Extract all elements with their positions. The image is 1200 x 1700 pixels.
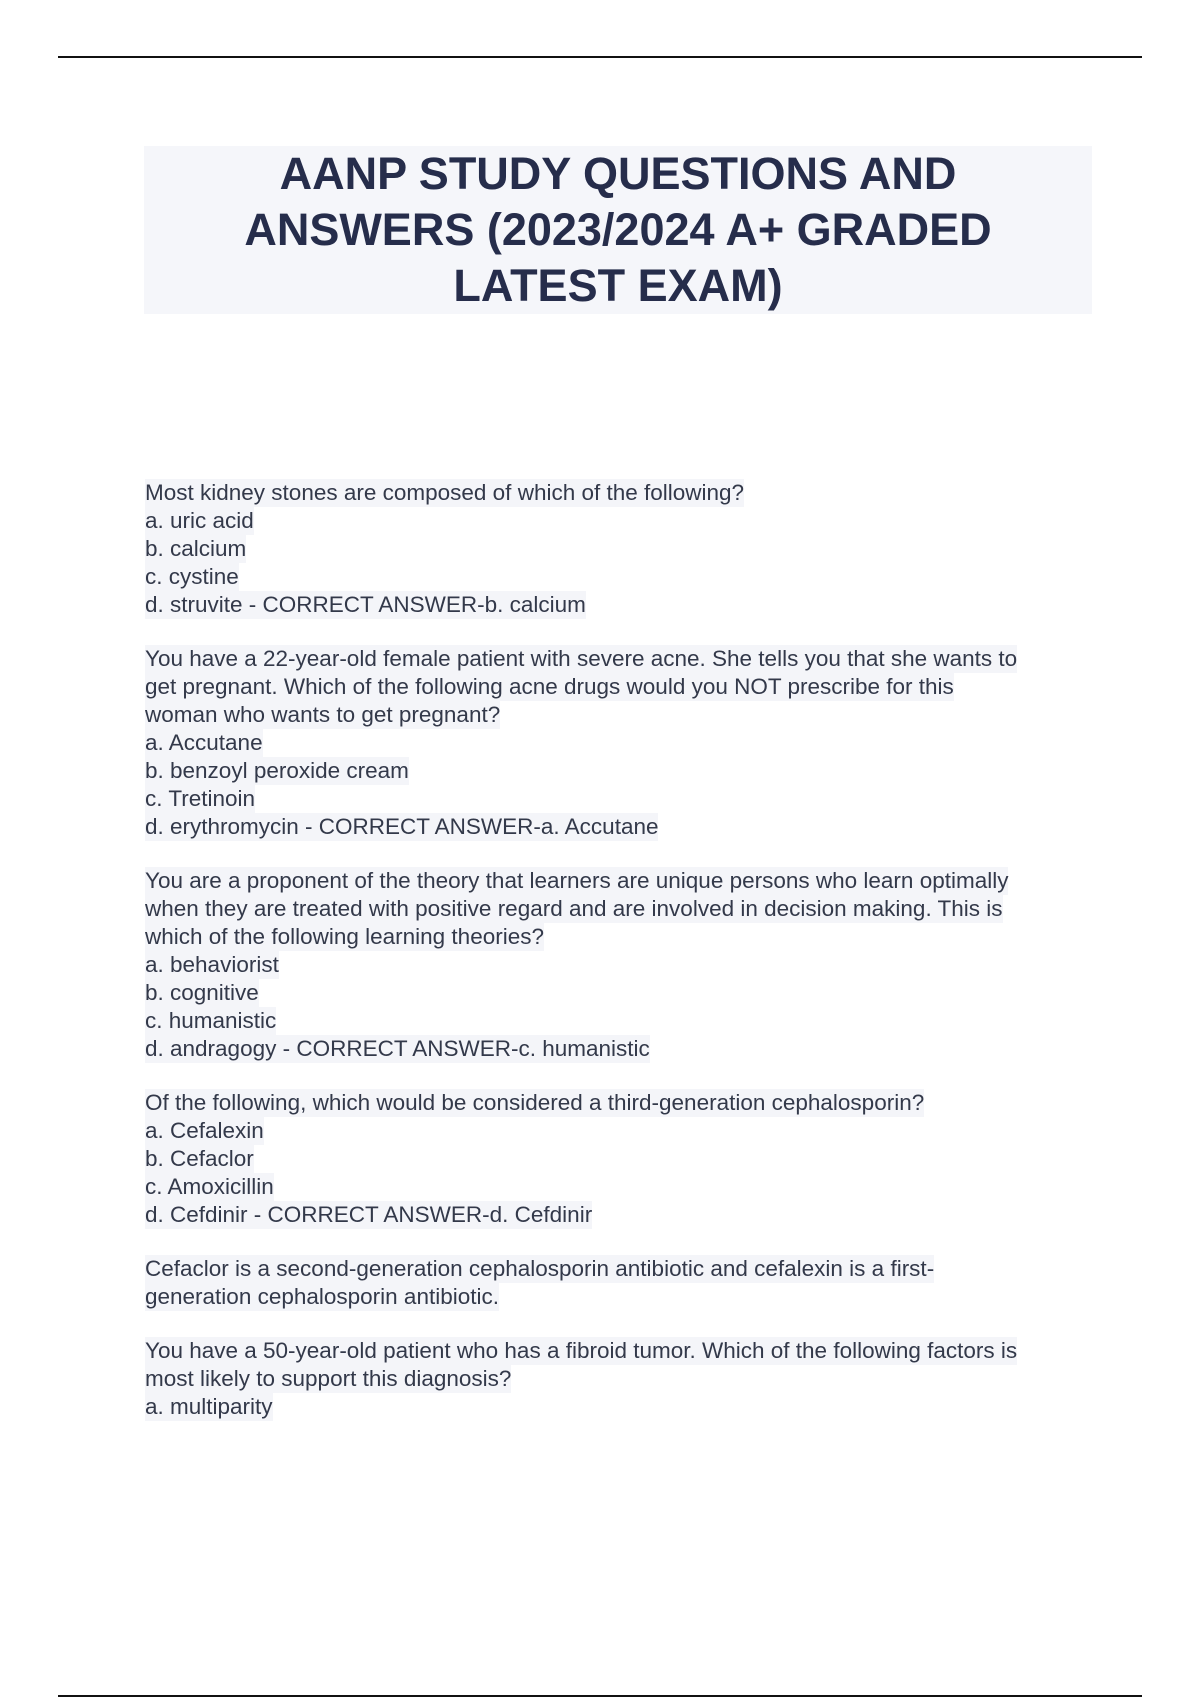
answer-option-with-correct-answer: d. struvite - CORRECT ANSWER-b. calcium — [145, 592, 586, 617]
answer-option: b. Cefaclor — [145, 1146, 254, 1171]
question-block-kidney-stones — [145, 479, 1095, 619]
answer-option: a. Accutane — [145, 730, 263, 755]
explanation-block — [145, 1255, 1095, 1311]
question-text: which of the following learning theories? — [145, 924, 544, 949]
question-text: Of the following, which would be considered a third-generation cephalosporin? — [145, 1090, 925, 1115]
answer-option-with-correct-answer: d. Cefdinir - CORRECT ANSWER-d. Cefdinir — [145, 1202, 593, 1227]
question-text: You are a proponent of the theory that learners are unique persons who learn optimally — [145, 868, 1009, 893]
question-list — [145, 479, 1095, 1447]
document-title: AANP STUDY QUESTIONS AND ANSWERS (2023/2024 A+ GRADED LATEST EXAM) — [244, 148, 992, 311]
question-text: most likely to support this diagnosis? — [145, 1366, 512, 1391]
answer-option: a. multiparity — [145, 1394, 273, 1419]
question-block-acne — [145, 645, 1095, 841]
question-text: You have a 50-year-old patient who has a fibroid tumor. Which of the following factors is — [145, 1338, 1018, 1363]
explanation-text: generation cephalosporin antibiotic. — [145, 1284, 499, 1309]
question-text: when they are treated with positive regard and are involved in decision making. This is — [145, 896, 1003, 921]
answer-option: a. Cefalexin — [145, 1118, 264, 1143]
answer-option: a. behaviorist — [145, 952, 279, 977]
answer-option: c. Amoxicillin — [145, 1174, 274, 1199]
title-banner — [144, 146, 1092, 314]
answer-option-with-correct-answer: d. erythromycin - CORRECT ANSWER-a. Accutane — [145, 814, 659, 839]
bottom-rule — [58, 1695, 1142, 1697]
question-block-learning-theory — [145, 867, 1095, 1063]
answer-option-with-correct-answer: d. andragogy - CORRECT ANSWER-c. humanistic — [145, 1036, 650, 1061]
answer-option: b. benzoyl peroxide cream — [145, 758, 409, 783]
question-text: You have a 22-year-old female patient with severe acne. She tells you that she wants to — [145, 646, 1018, 671]
answer-option: c. humanistic — [145, 1008, 277, 1033]
question-text: get pregnant. Which of the following acne drugs would you NOT prescribe for this — [145, 674, 954, 699]
answer-option: b. cognitive — [145, 980, 259, 1005]
question-text: woman who wants to get pregnant? — [145, 702, 501, 727]
question-text: Most kidney stones are composed of which of the following? — [145, 480, 745, 505]
top-rule — [58, 56, 1142, 58]
answer-option: c. Tretinoin — [145, 786, 256, 811]
answer-option: c. cystine — [145, 564, 239, 589]
answer-option: b. calcium — [145, 536, 247, 561]
question-block-cephalosporin — [145, 1089, 1095, 1229]
answer-option: a. uric acid — [145, 508, 254, 533]
explanation-text: Cefaclor is a second-generation cephalosporin antibiotic and cefalexin is a first- — [145, 1256, 935, 1281]
question-block-fibroid — [145, 1337, 1095, 1421]
